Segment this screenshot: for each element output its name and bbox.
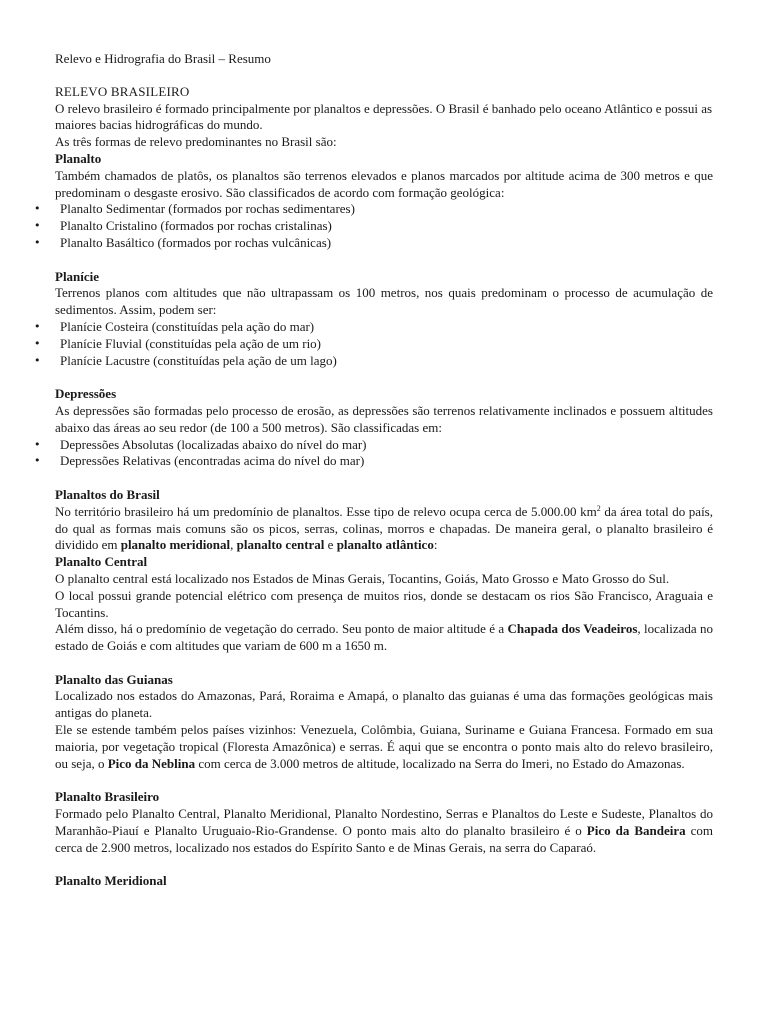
section-planicie: [55, 269, 713, 370]
list-item: • Planalto Basáltico (formados por rochas vulcânicas): [55, 235, 713, 252]
section-heading: Planalto Meridional: [55, 873, 167, 889]
section-heading: Planalto: [55, 150, 102, 166]
paragraph: O planalto central está localizado nos Estados de Minas Gerais, Tocantins, Goiás, Mato Grosso e Mato Grosso do Sul.: [55, 570, 670, 586]
section-heading: Depressões: [55, 386, 117, 402]
section-planalto-meridional: [55, 873, 713, 890]
section-planalto-brasileiro: [55, 789, 713, 856]
paragraph: O local possui grande potencial elétrico com presença de muitos rios, donde se destacam os rios São Francisco, Araguaia e Tocantins.: [55, 587, 713, 620]
list-item: • Planície Lacustre (constituídas pela ação de um lago): [55, 353, 713, 370]
paragraph: Terrenos planos com altitudes que não ultrapassam os 100 metros, nos quais predominam o processo de acumulação de sedimentos. Assim, podem ser:: [55, 285, 713, 318]
paragraph: O relevo brasileiro é formado principalmente por planaltos e depressões. O Brasil é banhado pelo oceano Atlântico e possui as maiores bacias hidrográficas do mundo.: [55, 100, 713, 133]
section-heading: Planalto Central: [55, 554, 148, 570]
section-relevo-brasileiro: [55, 84, 713, 151]
section-planalto-das-guianas: [55, 672, 713, 773]
section-heading: Planalto das Guianas: [55, 671, 173, 687]
section-depressoes: [55, 386, 713, 470]
section-planalto-central: [55, 554, 713, 655]
paragraph: As depressões são formadas pelo processo de erosão, as depressões são terrenos relativamente inclinados e possuem altitudes abaixo das áreas ao seu redor (de 100 a 500 metros). São classificadas em:: [55, 402, 713, 435]
section-heading: Planície: [55, 268, 100, 284]
paragraph: Localizado nos estados do Amazonas, Pará, Roraima e Amapá, o planalto das guianas é uma das formações geológicas mais antigas do planeta.: [55, 688, 713, 721]
list-item: • Planalto Sedimentar (formados por rochas sedimentares): [55, 201, 713, 218]
document-title: Relevo e Hidrografia do Brasil – Resumo: [55, 51, 271, 66]
section-heading: Planalto Brasileiro: [55, 789, 160, 805]
paragraph: Ele se estende também pelos países vizinhos: Venezuela, Colômbia, Guiana, Suriname e Guiana Francesa. Formado em sua maioria, por vegetação tropical (Floresta Amazônica) e serras. É aqui que se encontra o ponto mais alto do relevo brasileiro, ou seja, o Pico da Neblina com cerca de 3.000 metros de altitude, localizado na Serra do Imeri, no Estado do Amazonas.: [55, 722, 713, 771]
list-item: • Planície Costeira (constituídas pela ação do mar): [55, 319, 713, 336]
paragraph: Formado pelo Planalto Central, Planalto Meridional, Planalto Nordestino, Serras e Planaltos do Leste e Sudeste, Planaltos do Maranhão-Piauí e Planalto Uruguaio-Rio-Grandense. O ponto mais alto do planalto brasileiro é o Pico da Bandeira com cerca de 2.900 metros, localizado nos estados do Espírito Santo e de Minas Gerais, na serra do Caparaó.: [55, 806, 713, 855]
paragraph: No território brasileiro há um predomínio de planaltos. Esse tipo de relevo ocupa cerca de 5.000.00 $km^2$ da área total do país, do qual as formas mais comuns são os picos, serras, colinas, morros e chapadas. De maneira geral, o planalto brasileiro é dividido em planalto meridional, planalto central e planalto atlântico:: [55, 503, 713, 553]
bullet-list: [55, 201, 713, 251]
paragraph: As três formas de relevo predominantes no Brasil são:: [55, 134, 337, 150]
paragraph: Também chamados de platôs, os planaltos são terrenos elevados e planos marcados por altitude acima de 300 metros e que predominam o desgaste erosivo. São classificados de acordo com formação geológica:: [55, 167, 713, 200]
section-planaltos-do-brasil: [55, 487, 713, 554]
section-planalto: [55, 151, 713, 252]
bullet-list: [55, 437, 713, 471]
document-page: [55, 51, 713, 890]
paragraph: Além disso, há o predomínio de vegetação do cerrado. Seu ponto de maior altitude é a Chapada dos Veadeiros, localizada no estado de Goiás e com altitudes que variam de 600 m a 1650 m.: [55, 621, 714, 654]
section-heading: Planaltos do Brasil: [55, 486, 160, 502]
list-item: • Planície Fluvial (constituídas pela ação de um rio): [55, 336, 713, 353]
list-item: • Depressões Relativas (encontradas acima do nível do mar): [55, 453, 713, 470]
section-heading: RELEVO BRASILEIRO: [55, 83, 190, 99]
list-item: • Depressões Absolutas (localizadas abaixo do nível do mar): [55, 437, 713, 454]
bullet-list: [55, 319, 713, 369]
list-item: • Planalto Cristalino (formados por rochas cristalinas): [55, 218, 713, 235]
